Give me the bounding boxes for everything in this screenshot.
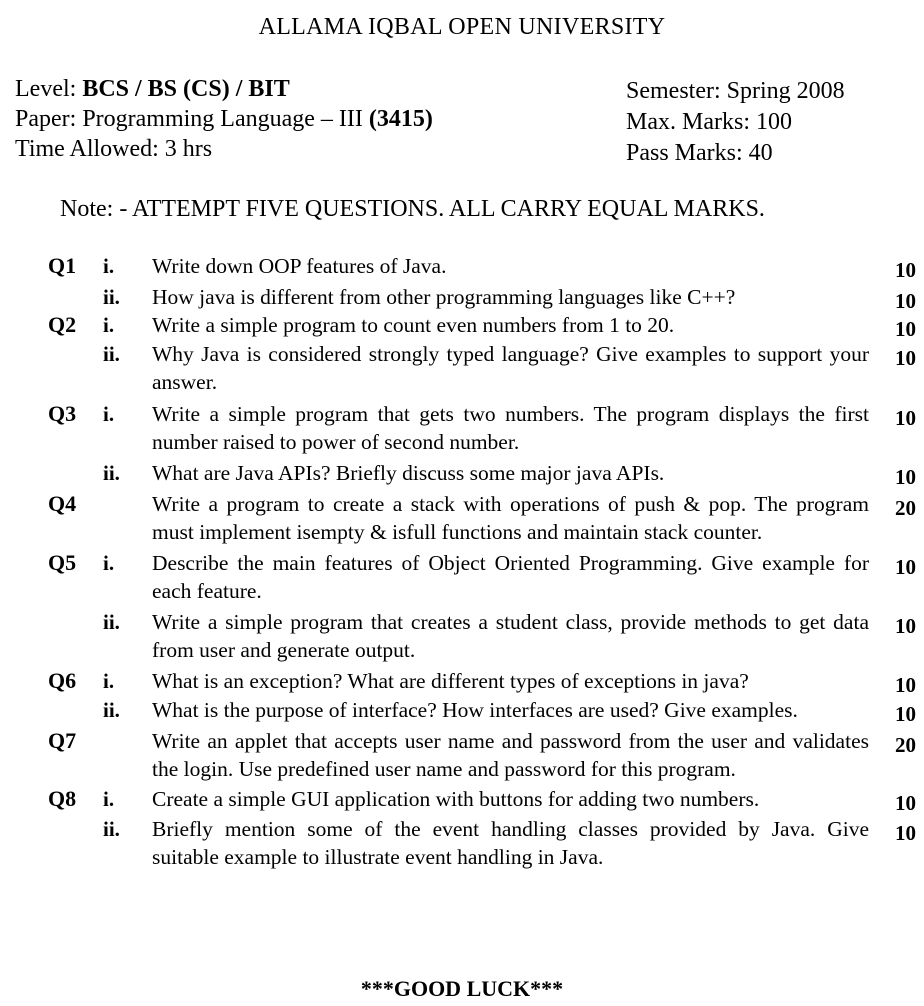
level-label: Level: xyxy=(15,76,83,102)
question-text: Describe the main features of Object Oriented Programming. Give example for each feature. xyxy=(152,551,869,603)
question-text: Write a simple program that gets two numbers. The program displays the first number raised to power of second number. xyxy=(152,402,869,454)
question-marks: 10 xyxy=(895,673,916,697)
question-row xyxy=(0,696,924,724)
question-number: Q7 xyxy=(48,728,77,753)
question-number: Q3 xyxy=(48,401,77,426)
question-text: Create a simple GUI application with buttons for adding two numbers. xyxy=(152,787,760,811)
question-marks: 10 xyxy=(895,821,916,845)
question-number: Q4 xyxy=(48,491,77,516)
question-row xyxy=(0,667,924,695)
question-part: ii. xyxy=(103,698,120,722)
question-text: What is an exception? What are different types of exceptions in java? xyxy=(152,669,749,693)
level-value: BCS / BS (CS) / BIT xyxy=(82,76,290,102)
question-row xyxy=(0,608,924,664)
question-row xyxy=(0,459,924,487)
question-marks: 10 xyxy=(895,791,916,815)
question-row xyxy=(0,727,924,783)
paper-meta-left xyxy=(15,74,433,164)
question-row xyxy=(0,340,924,396)
pass-marks: Pass Marks: 40 xyxy=(626,140,773,166)
question-marks: 10 xyxy=(895,346,916,370)
question-part: ii. xyxy=(103,817,120,841)
question-marks: 20 xyxy=(895,733,916,757)
question-number: Q1 xyxy=(48,253,77,278)
question-row xyxy=(0,815,924,871)
question-part: ii. xyxy=(103,342,120,366)
question-marks: 10 xyxy=(895,555,916,579)
question-marks: 10 xyxy=(895,289,916,313)
good-luck-footer: ***GOOD LUCK*** xyxy=(360,976,564,1001)
question-marks: 10 xyxy=(895,465,916,489)
question-row xyxy=(0,311,924,339)
question-row xyxy=(0,490,924,546)
semester: Semester: Spring 2008 xyxy=(626,78,845,104)
paper-label: Paper: Programming Language – III xyxy=(15,106,369,132)
paper-meta-right xyxy=(626,76,845,169)
question-marks: 10 xyxy=(895,406,916,430)
question-row xyxy=(0,785,924,813)
paper-row xyxy=(15,104,433,134)
question-text: What are Java APIs? Briefly discuss some major java APIs. xyxy=(152,461,665,485)
paper-code: (3415) xyxy=(368,106,433,132)
question-marks: 10 xyxy=(895,258,916,282)
question-text: How java is different from other programming languages like C++? xyxy=(152,285,736,309)
university-title: ALLAMA IQBAL OPEN UNIVERSITY xyxy=(258,14,666,40)
question-row xyxy=(0,549,924,605)
question-number: Q8 xyxy=(48,786,77,811)
question-part: i. xyxy=(103,254,115,278)
question-text: Write down OOP features of Java. xyxy=(152,254,447,278)
question-text: Write a simple program to count even numbers from 1 to 20. xyxy=(152,313,675,337)
question-text: Briefly mention some of the event handling classes provided by Java. Give suitable example to illustrate event handling in Java. xyxy=(152,817,869,869)
question-text: Write a simple program that creates a student class, provide methods to get data from user and generate output. xyxy=(152,610,869,662)
question-part: ii. xyxy=(103,285,120,309)
question-text: What is the purpose of interface? How interfaces are used? Give examples. xyxy=(152,698,798,722)
question-row xyxy=(0,400,924,456)
question-number: Q5 xyxy=(48,550,77,575)
question-text: Why Java is considered strongly typed language? Give examples to support your answer. xyxy=(152,342,869,394)
questions-list xyxy=(0,252,924,871)
question-text: Write an applet that accepts user name and password from the user and validates the login. Use predefined user name and password for this program. xyxy=(152,729,869,781)
question-part: i. xyxy=(103,551,115,575)
question-part: i. xyxy=(103,402,115,426)
question-row xyxy=(0,252,924,280)
question-number: Q2 xyxy=(48,312,77,337)
instruction-note: Note: - ATTEMPT FIVE QUESTIONS. ALL CARRY EQUAL MARKS. xyxy=(60,196,765,222)
question-marks: 10 xyxy=(895,317,916,341)
max-marks: Max. Marks: 100 xyxy=(626,109,792,135)
question-marks: 20 xyxy=(895,496,916,520)
question-part: ii. xyxy=(103,461,120,485)
question-part: ii. xyxy=(103,610,120,634)
time-allowed: Time Allowed: 3 hrs xyxy=(15,136,213,162)
question-marks: 10 xyxy=(895,702,916,726)
question-row xyxy=(0,283,924,311)
question-part: i. xyxy=(103,313,115,337)
question-text: Write a program to create a stack with operations of push & pop. The program must implement isempty & isfull functions and maintain stack counter. xyxy=(152,492,869,544)
question-number: Q6 xyxy=(48,668,77,693)
question-marks: 10 xyxy=(895,614,916,638)
question-part: i. xyxy=(103,787,115,811)
question-part: i. xyxy=(103,669,115,693)
level-row xyxy=(15,74,433,104)
